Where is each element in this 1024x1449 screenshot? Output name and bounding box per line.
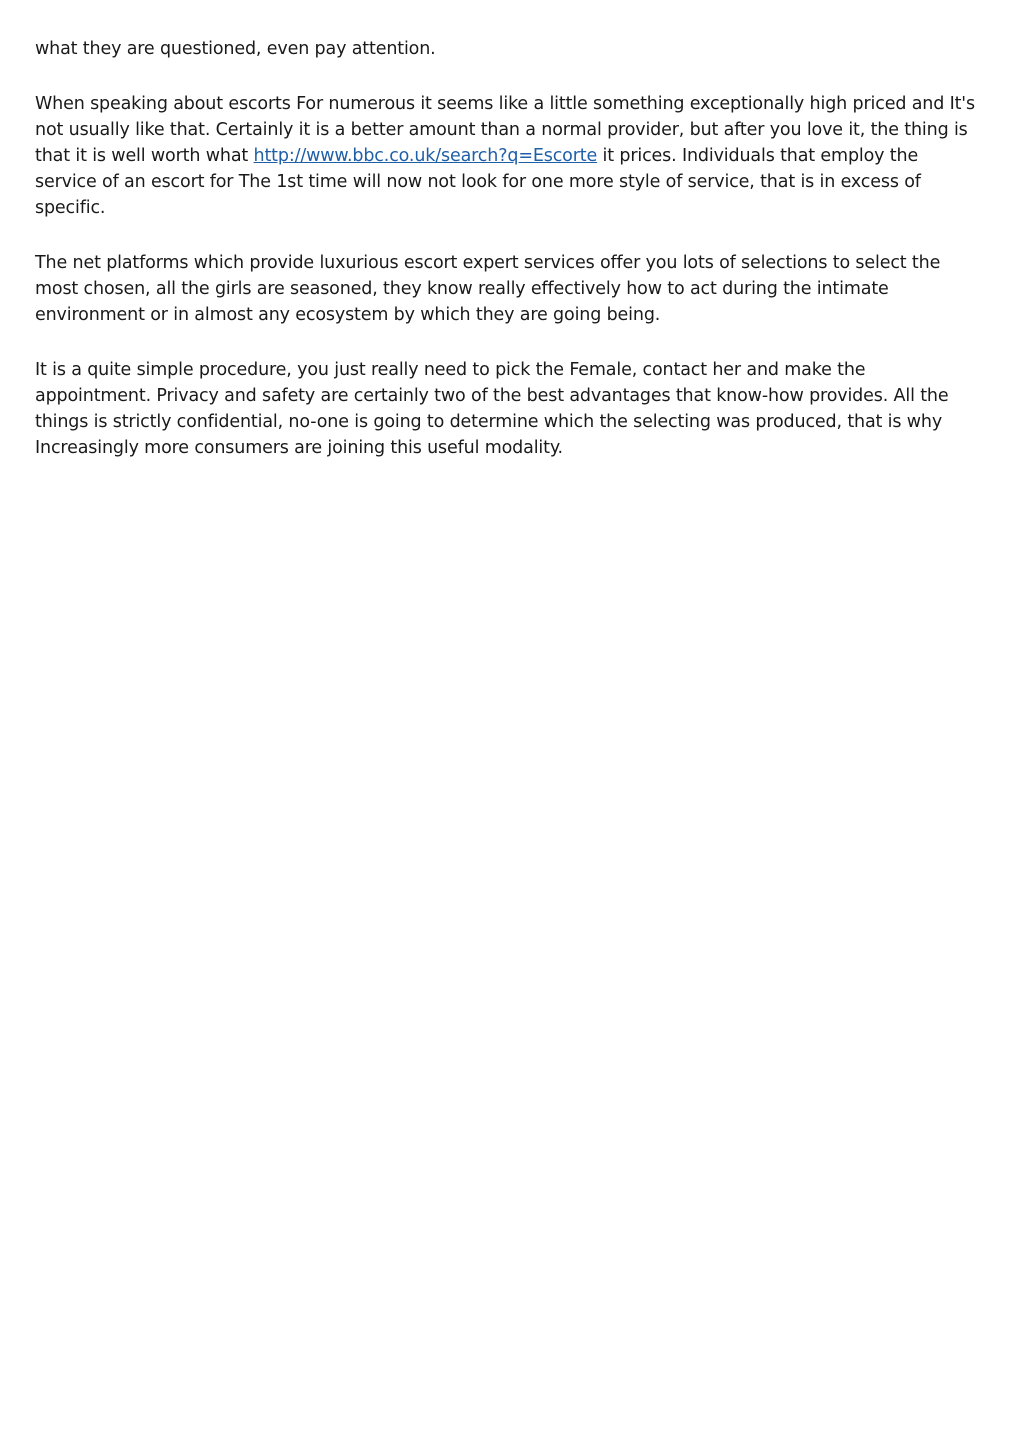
paragraph-4: It is a quite simple procedure, you just really need to pick the Female, contact her and make the appointment. Privacy and safety are certainly two of the best advantages that know-how provides. All the things is strictly confidential, no-one is going to determine which the selecting was produced, that is why Increasingly more consumers are joining this useful modality. [35,360,949,458]
paragraph-1: what they are questioned, even pay attention. [35,39,436,59]
paragraph-2 [35,91,985,221]
bbc-search-link[interactable]: http://www.bbc.co.uk/search?q=Escorte [253,146,598,166]
paragraph-2-text-after: it prices. Individuals that employ the service of an escort for The 1st time will now not look for one more style of service, that is in excess of specific. [35,146,921,218]
paragraph-3: The net platforms which provide luxurious escort expert services offer you lots of selections to select the most chosen, all the girls are seasoned, they know really effectively how to act during the intimate environment or in almost any ecosystem by which they are going being. [35,253,941,325]
paragraph-2-text-before: When speaking about escorts For numerous it seems like a little something exceptionally high priced and It's not usually like that. Certainly it is a better amount than a normal provider, but after you love it, the thing is that it is well worth what [35,94,975,166]
document-body [35,36,985,490]
